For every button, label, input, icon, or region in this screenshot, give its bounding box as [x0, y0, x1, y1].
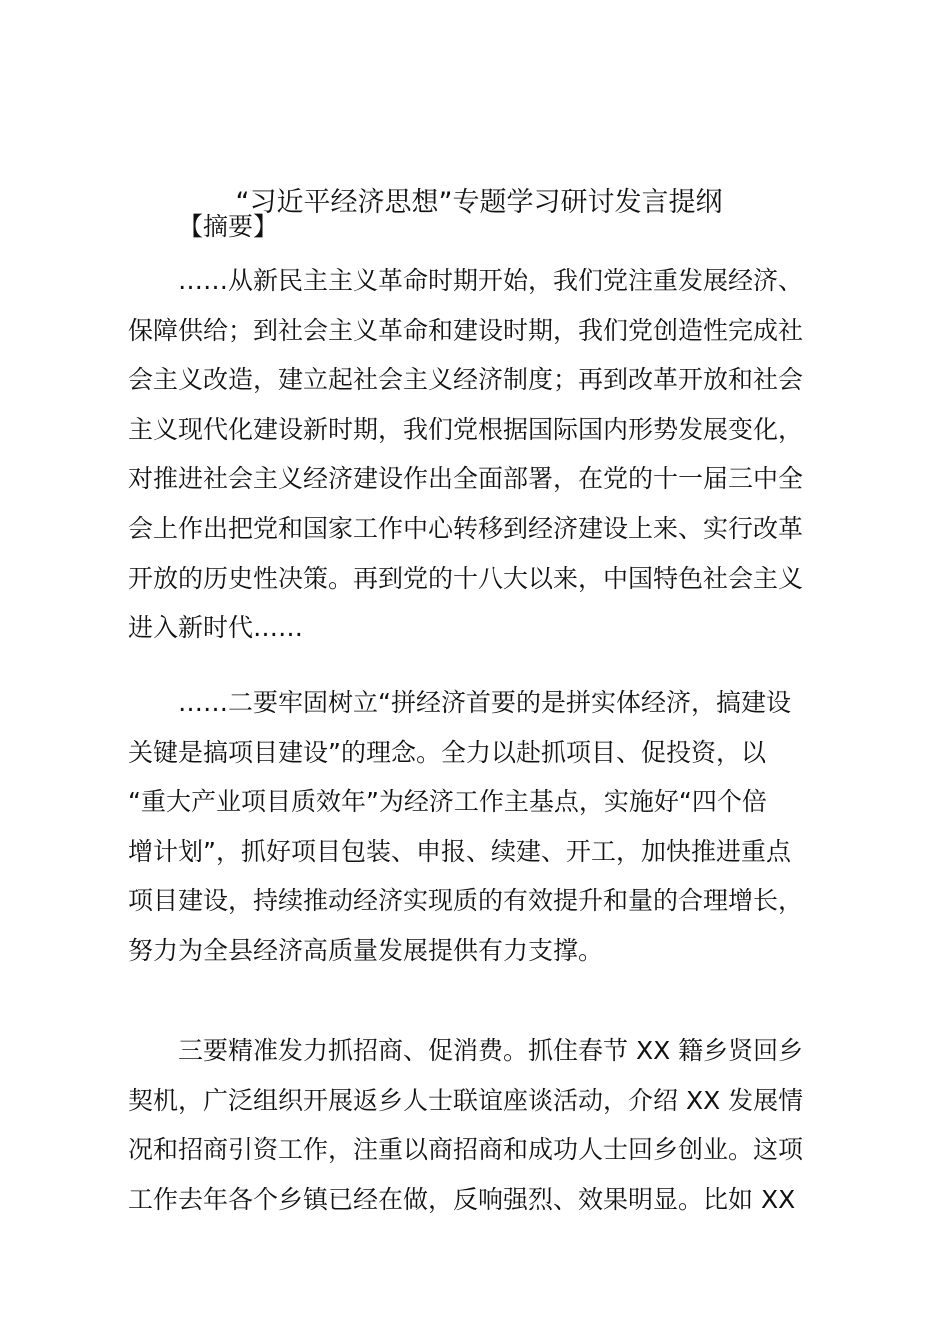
paragraph-line: 努力为全县经济高质量发展提供有力支撑。	[128, 935, 604, 965]
paragraph-line: “重大产业项目质效年”为经济工作主基点，实施好“四个倍	[128, 787, 767, 817]
paragraph-line: 契机，广泛组织开展返乡人士联谊座谈活动，介绍 XX 发展情	[128, 1085, 804, 1115]
paragraph-1	[128, 256, 848, 653]
paragraph-line: 况和招商引资工作，注重以商招商和成功人士回乡创业。这项	[128, 1135, 804, 1165]
paragraph-3	[128, 1026, 848, 1224]
paragraph-line: 对推进社会主义经济建设作出全面部署，在党的十一届三中全	[128, 464, 804, 494]
paragraph-line: 会上作出把党和国家工作中心转移到经济建设上来、实行改革	[128, 513, 804, 543]
paragraph-2	[128, 678, 848, 976]
paragraph-line: 关键是搞项目建设”的理念。全力以赴抓项目、促投资，以	[128, 737, 766, 767]
paragraph-line: 开放的历史性决策。再到党的十八大以来，中国特色社会主义	[128, 563, 804, 593]
paragraph-line: ……从新民主主义革命时期开始，我们党注重发展经济、	[178, 266, 804, 295]
paragraph-line: 进入新时代……	[128, 613, 304, 643]
paragraph-line: 三要精准发力抓招商、促消费。抓住春节 XX 籍乡贤回乡	[178, 1036, 804, 1065]
paragraph-line: 保障供给；到社会主义革命和建设时期，我们党创造性完成社	[128, 315, 804, 345]
document-title: “习近平经济思想”专题学习研讨发言提纲	[235, 187, 723, 218]
paragraph-line: ……二要牢固树立“拼经济首要的是拼实体经济，搞建设	[178, 688, 791, 717]
paragraph-line: 会主义改造，建立起社会主义经济制度；再到改革开放和社会	[128, 365, 804, 395]
paragraph-line: 项目建设，持续推动经济实现质的有效提升和量的合理增长，	[128, 886, 804, 916]
paragraph-line: 工作去年各个乡镇已经在做，反响强烈、效果明显。比如 XX	[128, 1184, 796, 1214]
paragraph-line: 主义现代化建设新时期，我们党根据国际国内形势发展变化，	[128, 414, 804, 444]
paragraph-line: 增计划”，抓好项目包装、申报、续建、开工，加快推进重点	[128, 836, 791, 866]
section-label-abstract: 【摘要】	[178, 212, 279, 241]
